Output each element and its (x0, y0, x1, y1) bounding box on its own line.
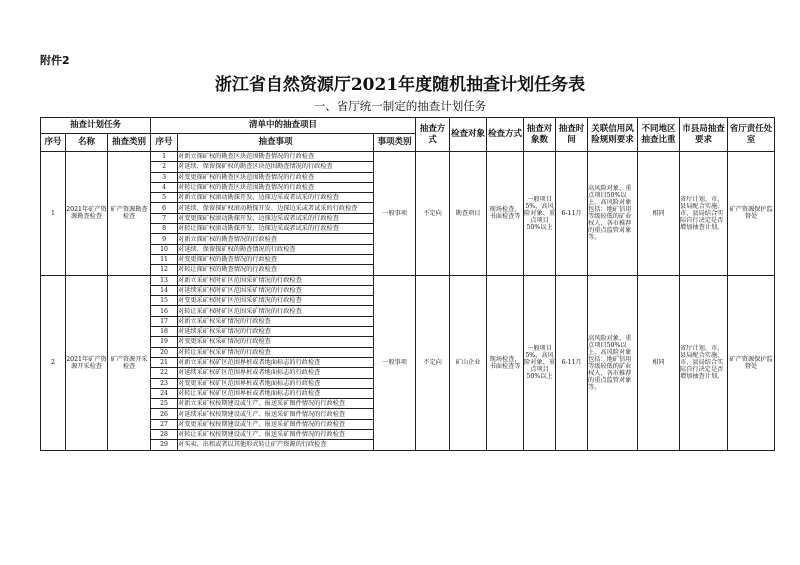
item-seq: 20 (151, 347, 178, 357)
item-text: 对转让采矿权按期建设或生产、报送采矿图件情况的行政检查 (178, 430, 374, 440)
task-check-method: 现场检查、书面检查等 (487, 152, 524, 276)
item-seq: 7 (151, 213, 178, 223)
item-text: 对转让采矿权矿区范围界桩或者地面标志的行政检查 (178, 388, 374, 398)
item-seq: 5 (151, 193, 178, 203)
item-seq: 1 (151, 152, 178, 162)
item-text: 对变更探矿权的勘查区块范围勘查情况的行政检查 (178, 172, 374, 182)
header-office: 省厅责任处室 (728, 118, 775, 152)
section-subtitle: 一、省厅统一制定的抽查计划任务 (313, 99, 487, 113)
header-credit: 关联信用风险规则要求 (588, 118, 638, 152)
item-seq: 25 (151, 399, 178, 409)
item-seq: 26 (151, 409, 178, 419)
header-item-seq: 序号 (151, 134, 178, 152)
task-method: 不定向 (416, 275, 450, 450)
page-title: 浙江省自然资源厅2021年度随机抽查计划任务表 (214, 75, 586, 95)
task-name: 2021年矿产资源勘查检查 (66, 152, 108, 276)
header-seq: 序号 (41, 134, 66, 152)
task-county-requirement: 省厅计划、市、县局配合实施，市、县局结合实际自行决定是否增加抽查计划。 (680, 275, 728, 450)
header-task: 抽查计划任务 (41, 118, 151, 134)
item-text: 对延续、保留探矿权的勘查区块范围勘查情况的行政检查 (178, 162, 374, 172)
task-office: 矿产资源保护监督处 (728, 275, 775, 450)
item-text: 对变更探矿权滚动勘探开发、边探边采或者试采的行政检查 (178, 213, 374, 223)
task-category: 矿产资源开采检查 (108, 275, 151, 450)
item-text: 对延续采矿权按期建设或生产、报送采矿图件情况的行政检查 (178, 409, 374, 419)
item-text: 对转让探矿权的勘查区块范围勘查情况的行政检查 (178, 182, 374, 192)
item-text: 对变更采矿权按期建设或生产、报送采矿图件情况的行政检查 (178, 419, 374, 429)
task-credit: 高风险对象、重点项目50%以上。高风险对象包括：地矿信用等级较低的矿业权人、各市推荐的重点监管对象等。 (588, 152, 638, 276)
table-row (41, 152, 775, 162)
item-text: 对新立采矿权时矿区范围采矿情况的行政检查 (178, 275, 374, 285)
item-seq: 6 (151, 203, 178, 213)
task-target: 勘查项目 (450, 152, 487, 276)
item-seq: 27 (151, 419, 178, 429)
header-method: 抽查方式 (416, 118, 450, 152)
item-seq: 13 (151, 275, 178, 285)
task-category: 矿产资源勘查检查 (108, 152, 151, 276)
task-method: 不定向 (416, 152, 450, 276)
header-name: 名称 (66, 134, 108, 152)
item-seq: 2 (151, 162, 178, 172)
item-seq: 16 (151, 306, 178, 316)
item-text: 对新立采矿权矿区范围界桩或者地面标志的行政检查 (178, 357, 374, 367)
item-seq: 17 (151, 316, 178, 326)
item-text: 对转让探矿权的勘查情况的行政检查 (178, 265, 374, 275)
item-seq: 19 (151, 337, 178, 347)
attachment-label: 附件2 (40, 54, 70, 67)
item-text: 对变更探矿权的勘查情况的行政检查 (178, 254, 374, 264)
item-text: 对新立探矿权滚动勘探开发、边探边采或者试采的行政检查 (178, 193, 374, 203)
header-county: 市县局抽查要求 (680, 118, 728, 152)
header-item: 抽查事项 (178, 134, 374, 152)
item-text: 对变更采矿权时矿区范围采矿情况的行政检查 (178, 296, 374, 306)
item-seq: 14 (151, 285, 178, 295)
task-item-category: 一般事项 (374, 275, 416, 450)
item-seq: 28 (151, 430, 178, 440)
item-seq: 9 (151, 234, 178, 244)
task-office: 矿产资源保护监督处 (728, 152, 775, 276)
header-ratio: 不同地区抽查比重 (638, 118, 680, 152)
header-list-group: 清单中的抽查项目 (151, 118, 416, 134)
header-category: 抽查类别 (108, 134, 151, 152)
header-target: 检查对象 (450, 118, 487, 152)
item-seq: 10 (151, 244, 178, 254)
task-count: 一般项目5%，高风险对象、重点项目50%以上 (524, 275, 556, 450)
item-text: 对新立探矿权的勘查区块范围勘查情况的行政检查 (178, 152, 374, 162)
item-text: 对延续采矿权采矿情况的行政检查 (178, 327, 374, 337)
task-item-category: 一般事项 (374, 152, 416, 276)
item-text: 对变更采矿权矿区范围界桩或者地面标志的行政检查 (178, 378, 374, 388)
header-time: 抽查时间 (556, 118, 588, 152)
task-target: 矿山企业 (450, 275, 487, 450)
task-seq: 2 (41, 275, 66, 450)
item-text: 对延续采矿权时矿区范围采矿情况的行政检查 (178, 285, 374, 295)
task-time: 6-11月 (556, 152, 588, 276)
task-county-requirement: 省厅计划、市、县局配合实施，市、县局结合实际自行决定是否增加抽查计划。 (680, 152, 728, 276)
header-count: 抽查对象数 (524, 118, 556, 152)
item-seq: 11 (151, 254, 178, 264)
item-seq: 21 (151, 357, 178, 367)
header-item-category: 事项类别 (374, 134, 416, 152)
item-seq: 3 (151, 172, 178, 182)
item-seq: 15 (151, 296, 178, 306)
item-text: 对转让采矿权时矿区范围采矿情况的行政检查 (178, 306, 374, 316)
task-ratio: 相同 (638, 275, 680, 450)
task-table-body (41, 152, 775, 451)
task-seq: 1 (41, 152, 66, 276)
item-seq: 29 (151, 440, 178, 450)
task-ratio: 相同 (638, 152, 680, 276)
item-seq: 24 (151, 388, 178, 398)
item-text: 对新立采矿权按期建设或生产、报送采矿图件情况的行政检查 (178, 399, 374, 409)
item-text: 对买卖、出租或者以其他形式转让矿产资源的行政检查 (178, 440, 374, 450)
item-seq: 8 (151, 224, 178, 234)
item-seq: 12 (151, 265, 178, 275)
task-table (40, 117, 775, 451)
item-text: 对延续采矿权矿区范围界桩或者地面标志的行政检查 (178, 368, 374, 378)
item-seq: 18 (151, 327, 178, 337)
item-seq: 22 (151, 368, 178, 378)
item-text: 对新立采矿权采矿情况的行政检查 (178, 316, 374, 326)
task-count: 一般项目5%，高风险对象、重点项目50%以上 (524, 152, 556, 276)
item-text: 对延续、保留探矿权的勘查情况的行政检查 (178, 244, 374, 254)
item-text: 对转让探矿权滚动勘探开发、边探边采或者试采的行政检查 (178, 224, 374, 234)
item-text: 对延续、保留探矿权滚动勘探开发、边探边采或者试采的行政检查 (178, 203, 374, 213)
item-text: 对转让采矿权采矿情况的行政检查 (178, 347, 374, 357)
item-seq: 23 (151, 378, 178, 388)
task-check-method: 现场检查、书面检查等 (487, 275, 524, 450)
task-name: 2021年矿产资源开采检查 (66, 275, 108, 450)
table-row (41, 275, 775, 285)
header-check-method: 检查方式 (487, 118, 524, 152)
task-credit: 高风险对象、重点项目50%以上。高风险对象包括：地矿信用等级较低的矿业权人、各市推荐的重点监管对象等。 (588, 275, 638, 450)
task-time: 6-11月 (556, 275, 588, 450)
item-text: 对新立探矿权的勘查情况的行政检查 (178, 234, 374, 244)
item-text: 对变更采矿权采矿情况的行政检查 (178, 337, 374, 347)
item-seq: 4 (151, 182, 178, 192)
